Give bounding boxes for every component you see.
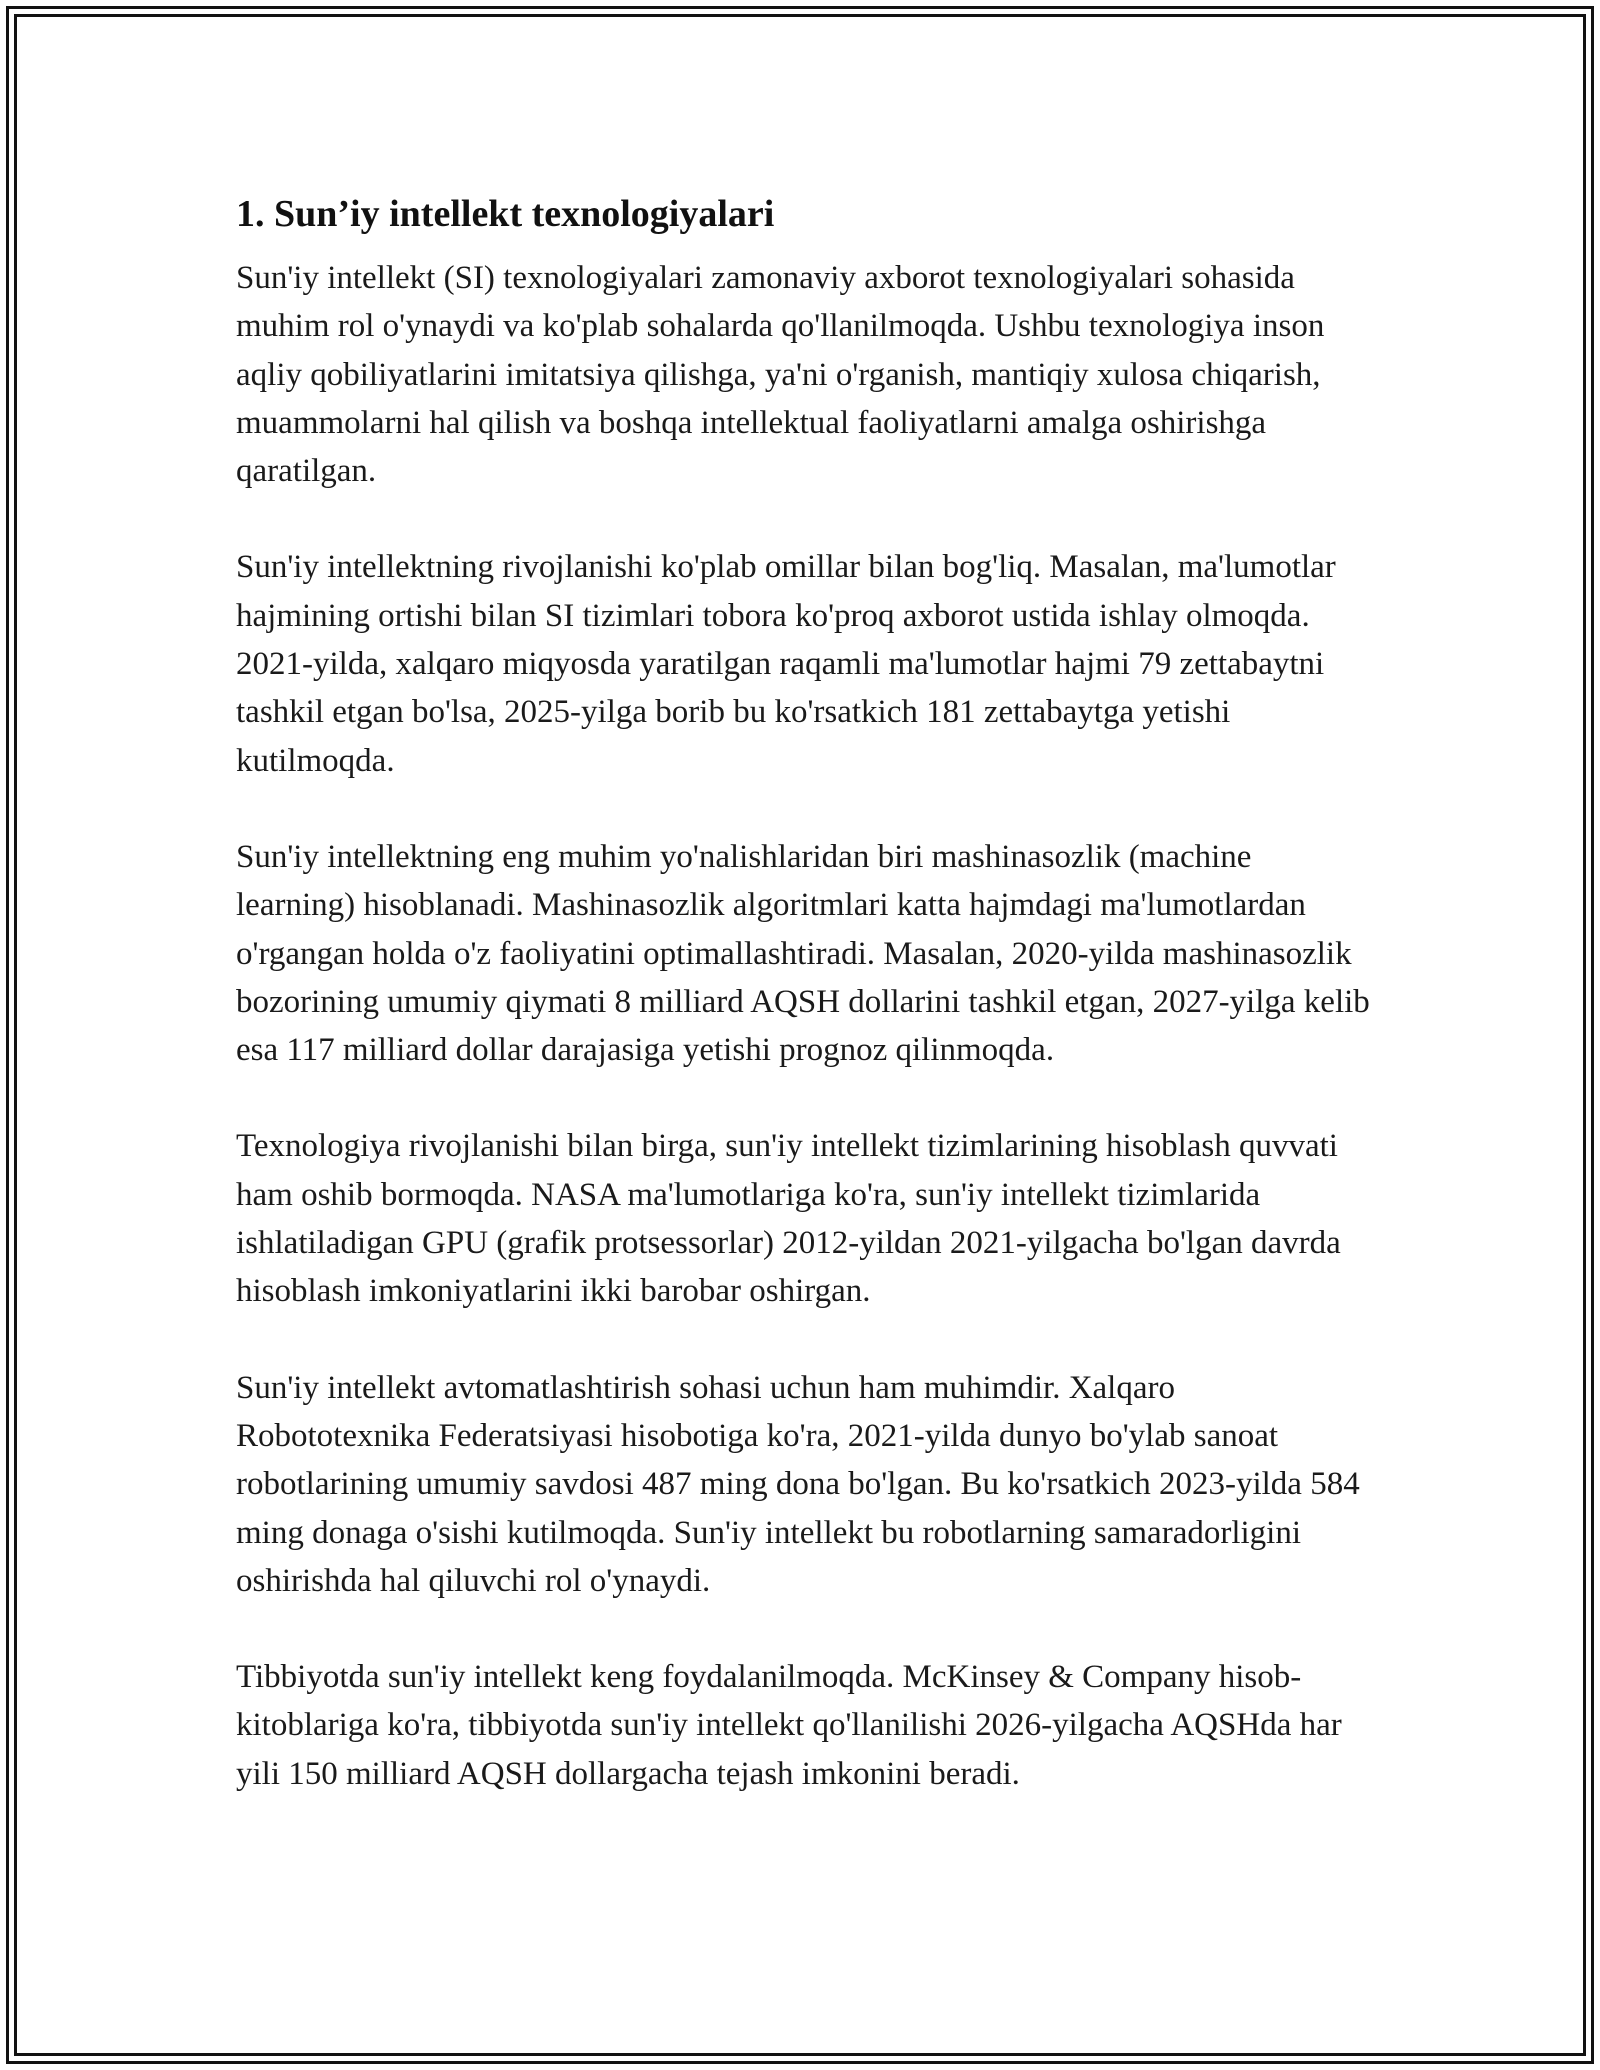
paragraph-healthcare: Tibbiyotda sun'iy intellekt keng foydalanilmoqda. McKinsey & Company hisob-kitoblariga ko'ra, tibbiyotda sun'iy intellekt qo'llanilishi 2026-yilgacha AQSHda har yili 150 milliard AQSH dollargacha tejash imkonini beradi. <box>236 1659 1342 1792</box>
document-body <box>236 186 1376 1846</box>
paragraph-data-growth: Sun'iy intellektning rivojlanishi ko'plab omillar bilan bog'liq. Masalan, ma'lumotlar hajmining ortishi bilan SI tizimlari tobora ko'proq axborot ustida ishlay olmoqda. 2021-yilda, xalqaro miqyosda yaratilgan raqamli ma'lumotlar hajmi 79 zettabaytni tashkil etgan bo'lsa, 2025-yilga borib bu ko'rsatkich 181 zettabaytga yetishi kutilmoqda. <box>236 549 1336 779</box>
paragraph-machine-learning: Sun'iy intellektning eng muhim yo'nalishlaridan biri mashinasozlik (machine learning) hisoblanadi. Mashinasozlik algoritmlari katta hajmdagi ma'lumotlardan o'rgangan holda o'z faoliyatini optimallashtiradi. Masalan, 2020-yilda mashinasozlik bozorining umumiy qiymati 8 milliard AQSH dollarini tashkil etgan, 2027-yilga kelib esa 117 milliard dollar darajasiga yetishi prognoz qilinmoqda. <box>236 838 1370 1069</box>
section-heading: 1. Sun’iy intellekt texnologiyalari <box>236 193 775 235</box>
paragraph-si-introduction: Sun'iy intellekt (SI) texnologiyalari zamonaviy axborot texnologiyalari sohasida muhim rol o'ynaydi va ko'plab sohalarda qo'llanilmoqda. Ushbu texnologiya inson aqliy qobiliyatlarini imitatsiya qilishga, ya'ni o'rganish, mantiqiy xulosa chiqarish, muammolarni hal qilish va boshqa intellektual faoliyatlarni amalga oshirishga qaratilgan. <box>236 260 1325 490</box>
paragraph-computing-power: Texnologiya rivojlanishi bilan birga, sun'iy intellekt tizimlarining hisoblash quvvati ham oshib bormoqda. NASA ma'lumotlariga ko'ra, sun'iy intellekt tizimlarida ishlatiladigan GPU (grafik protsessorlar) 2012-yildan 2021-yilgacha bo'lgan davrda hisoblash imkoniyatlarini ikki barobar oshirgan. <box>236 1128 1341 1310</box>
paragraph-automation: Sun'iy intellekt avtomatlashtirish sohasi uchun ham muhimdir. Xalqaro Robototexnika Federatsiyasi hisobotiga ko'ra, 2021-yilda dunyo bo'ylab sanoat robotlarining umumiy savdosi 487 ming dona bo'lgan. Bu ko'rsatkich 2023-yilda 584 ming donaga o'sishi kutilmoqda. Sun'iy intellekt bu robotlarning samaradorligini oshirishda hal qiluvchi rol o'ynaydi. <box>236 1369 1360 1599</box>
